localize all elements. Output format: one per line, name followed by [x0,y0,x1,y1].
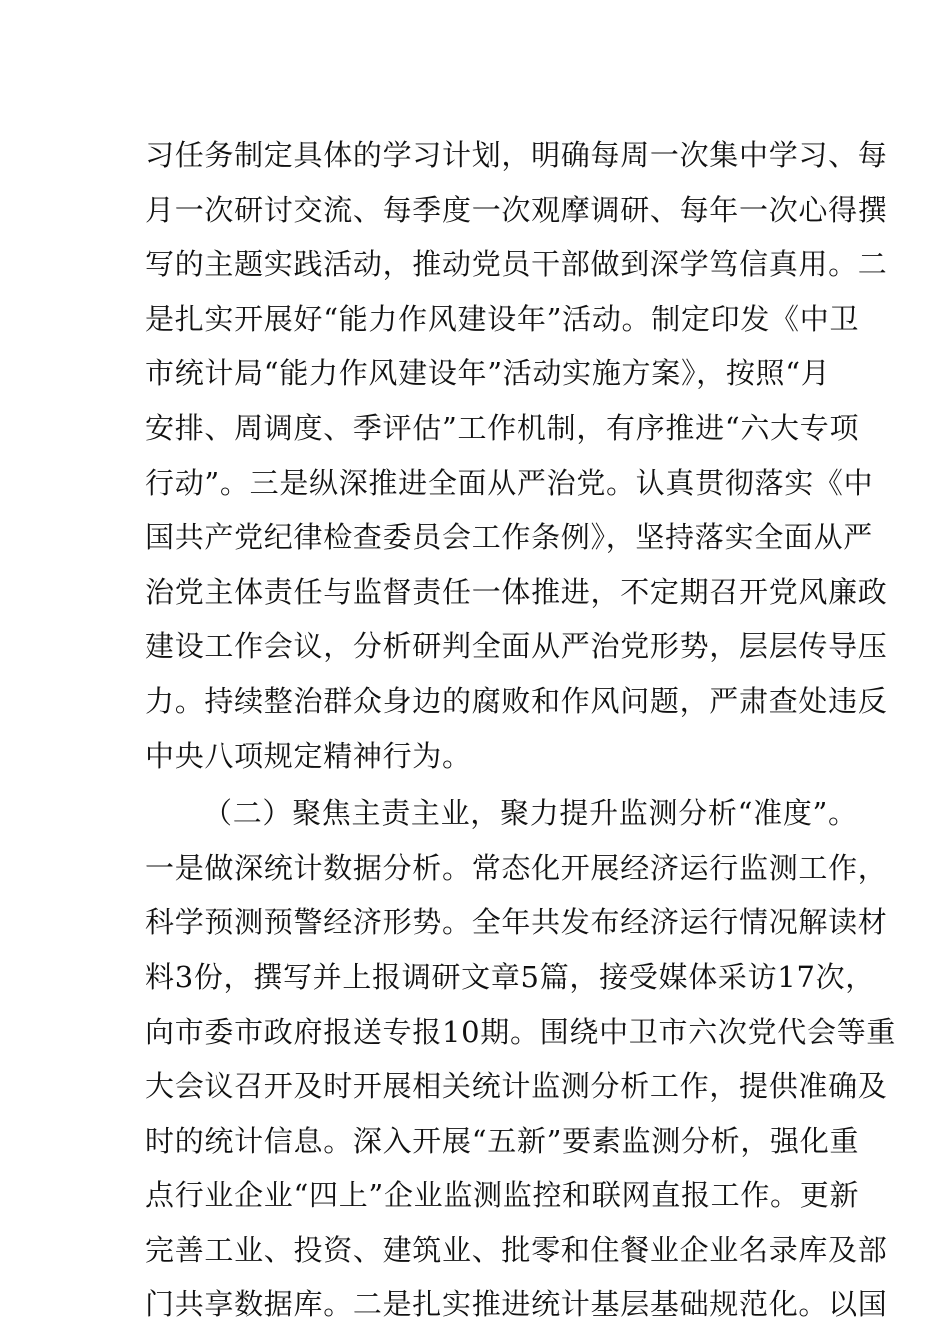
text-line: 行动”。三是纵深推进全面从严治党。认真贯彻落实《中 [145,465,874,500]
text-line: 习任务制定具体的学习计划，明确每周一次集中学习、每 [145,138,888,172]
text-line: 市统计局“能力作风建设年”活动实施方案》，按照“月 [145,356,831,391]
text-line: 国共产党纪律检查委员会工作条例》，坚持落实全面从严 [145,520,874,555]
paragraph-last-line: 中央八项规定精神行为。 [145,738,472,773]
text-line: 安排、周调度、季评估”工作机制，有序推进“六大专项 [145,410,860,445]
text-line: 门共享数据库。二是扎实推进统计基层基础规范化。以国 [145,1287,888,1322]
text-line: 写的主题实践活动，推动党员干部做到深学笃信真用。二 [145,247,888,282]
text-line: 科学预测预警经济形势。全年共发布经济运行情况解读材 [145,905,888,940]
text-line: 料3份，撰写并上报调研文章5篇，接受媒体采访17次， [145,959,876,994]
text-line: 点行业企业“四上”企业监测监控和联网直报工作。更新 [145,1178,860,1213]
text-line: 治党主体责任与监督责任一体推进，不定期召开党风廉政 [145,574,888,609]
text-line: 时的统计信息。深入开展“五新”要素监测分析，强化重 [145,1123,860,1158]
body-text [145,128,897,1332]
text-line: 建设工作会议，分析研判全面从严治党形势，层层传导压 [145,629,888,664]
text-line: 月一次研讨交流、每季度一次观摩调研、每年一次心得撰 [145,192,888,227]
text-line: 完善工业、投资、建筑业、批零和住餐业企业名录库及部 [145,1232,888,1267]
text-line: 力。持续整治群众身边的腐败和作风问题，严肃查处违反 [145,683,888,718]
section-heading: （二）聚焦主责主业，聚力提升监测分析“准度”。 [203,796,858,831]
text-line: 是扎实开展好“能力作风建设年”活动。制定印发《中卫 [145,301,860,336]
text-line: 向市委市政府报送专报10期。围绕中卫市六次党代会等重 [145,1014,897,1049]
text-line: 大会议召开及时开展相关统计监测分析工作，提供准确及 [145,1069,888,1104]
text-line: 一是做深统计数据分析。常态化开展经济运行监测工作， [145,850,888,885]
